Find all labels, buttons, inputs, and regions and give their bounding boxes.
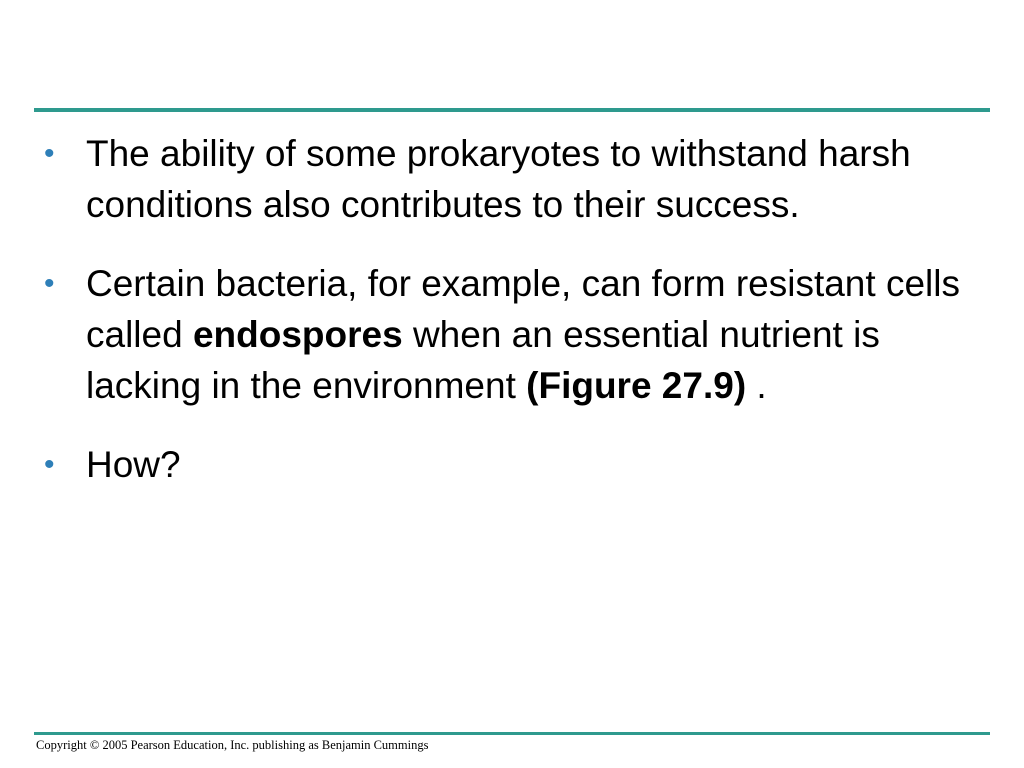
bullet-text: when an essential nutrient is lacking in the environment [86, 314, 880, 406]
bottom-divider [34, 732, 990, 735]
bullet-item-1 [44, 128, 984, 230]
bullet-marker-icon: • [44, 267, 55, 300]
bullet-marker-icon: • [44, 137, 55, 170]
bullet-list [44, 128, 984, 518]
bullet-text: The ability of some prokaryotes to withstand harsh conditions also contributes to their success. [86, 133, 911, 225]
bullet-marker-icon: • [44, 448, 55, 481]
bullet-text: Certain bacteria, for example, can form resistant cells called [86, 263, 960, 355]
term-endospores: endospores [192, 314, 403, 355]
bullet-text: . [746, 365, 767, 406]
bullet-item-3 [44, 439, 984, 490]
top-divider [34, 108, 990, 112]
copyright-footer: Copyright © 2005 Pearson Education, Inc. publishing as Benjamin Cummings [36, 738, 429, 752]
figure-reference: (Figure 27.9) [526, 365, 747, 406]
bullet-item-2 [44, 258, 984, 411]
bullet-text: How? [86, 444, 181, 485]
